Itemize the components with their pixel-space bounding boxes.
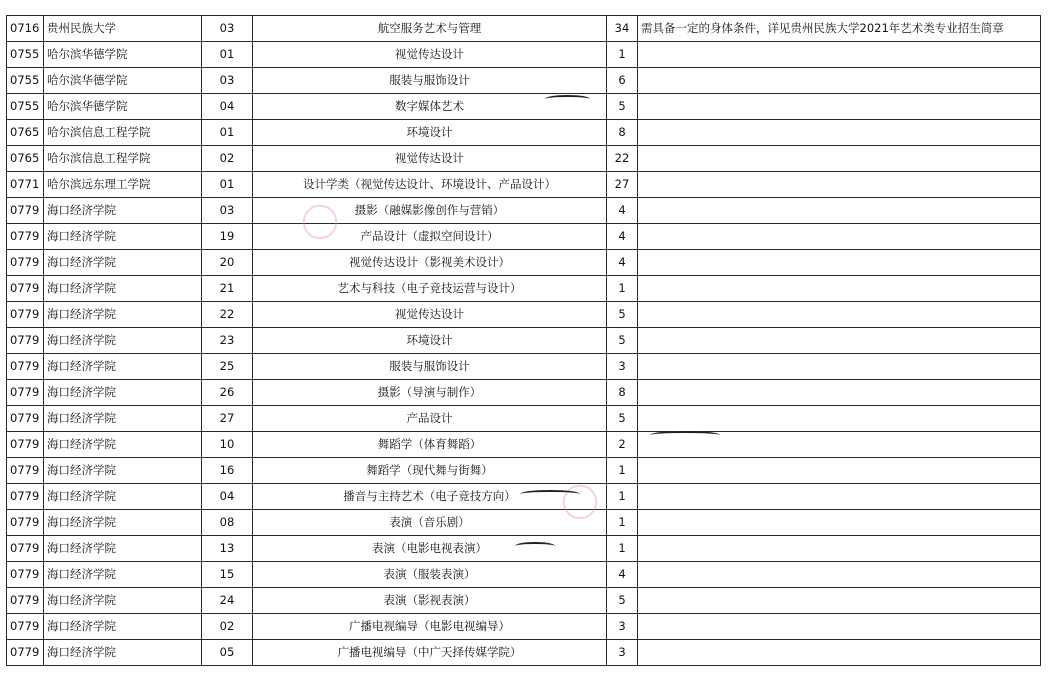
note-cell [638, 640, 1041, 666]
major-name-cell: 摄影（融媒影像创作与营销） [253, 198, 607, 224]
major-name-cell: 艺术与科技（电子竞技运营与设计） [253, 276, 607, 302]
major-name-cell: 舞蹈学（现代舞与街舞） [253, 458, 607, 484]
major-code-cell: 20 [202, 250, 253, 276]
institution-code-cell: 0779 [7, 380, 44, 406]
institution-name-cell: 海口经济学院 [44, 302, 202, 328]
note-cell [638, 120, 1041, 146]
institution-name-cell: 哈尔滨信息工程学院 [44, 120, 202, 146]
institution-code-cell: 0765 [7, 146, 44, 172]
table-row [7, 250, 1041, 276]
plan-count-cell: 4 [607, 198, 638, 224]
table-row [7, 328, 1041, 354]
admission-plan-table [6, 15, 1041, 666]
note-cell [638, 42, 1041, 68]
note-cell [638, 250, 1041, 276]
table-row [7, 406, 1041, 432]
institution-code-cell: 0779 [7, 198, 44, 224]
plan-count-cell: 27 [607, 172, 638, 198]
institution-name-cell: 海口经济学院 [44, 640, 202, 666]
note-cell [638, 172, 1041, 198]
major-code-cell: 03 [202, 68, 253, 94]
note-cell [638, 406, 1041, 432]
plan-count-cell: 2 [607, 432, 638, 458]
plan-count-cell: 5 [607, 328, 638, 354]
major-name-cell: 产品设计（虚拟空间设计） [253, 224, 607, 250]
institution-name-cell: 海口经济学院 [44, 250, 202, 276]
major-code-cell: 01 [202, 42, 253, 68]
table-row [7, 484, 1041, 510]
institution-code-cell: 0779 [7, 588, 44, 614]
major-code-cell: 15 [202, 562, 253, 588]
table-row [7, 146, 1041, 172]
institution-code-cell: 0779 [7, 328, 44, 354]
major-code-cell: 05 [202, 640, 253, 666]
major-name-cell: 视觉传达设计（影视美术设计） [253, 250, 607, 276]
institution-code-cell: 0771 [7, 172, 44, 198]
institution-code-cell: 0779 [7, 510, 44, 536]
institution-name-cell: 海口经济学院 [44, 198, 202, 224]
plan-count-cell: 1 [607, 458, 638, 484]
major-code-cell: 02 [202, 146, 253, 172]
table-row [7, 614, 1041, 640]
plan-count-cell: 5 [607, 302, 638, 328]
institution-name-cell: 海口经济学院 [44, 406, 202, 432]
major-name-cell: 服装与服饰设计 [253, 68, 607, 94]
table-row [7, 432, 1041, 458]
table-body [7, 16, 1041, 666]
major-name-cell: 舞蹈学（体育舞蹈） [253, 432, 607, 458]
plan-count-cell: 3 [607, 614, 638, 640]
plan-count-cell: 4 [607, 250, 638, 276]
plan-count-cell: 8 [607, 380, 638, 406]
watermark: ◯ [292, 193, 346, 247]
institution-code-cell: 0779 [7, 224, 44, 250]
institution-code-cell: 0755 [7, 94, 44, 120]
institution-code-cell: 0755 [7, 68, 44, 94]
admission-plan-sheet [6, 15, 1040, 666]
note-cell [638, 588, 1041, 614]
major-code-cell: 08 [202, 510, 253, 536]
plan-count-cell: 1 [607, 510, 638, 536]
major-name-cell: 表演（影视表演） [253, 588, 607, 614]
plan-count-cell: 22 [607, 146, 638, 172]
institution-code-cell: 0779 [7, 614, 44, 640]
table-row [7, 198, 1041, 224]
major-name-cell: 表演（服装表演） [253, 562, 607, 588]
plan-count-cell: 8 [607, 120, 638, 146]
institution-code-cell: 0755 [7, 42, 44, 68]
major-code-cell: 25 [202, 354, 253, 380]
major-name-cell: 产品设计 [253, 406, 607, 432]
table-row [7, 120, 1041, 146]
major-name-cell: 设计学类（视觉传达设计、环境设计、产品设计） [253, 172, 607, 198]
table-row [7, 172, 1041, 198]
institution-name-cell: 哈尔滨华德学院 [44, 94, 202, 120]
institution-name-cell: 海口经济学院 [44, 328, 202, 354]
major-code-cell: 01 [202, 172, 253, 198]
major-name-cell: 环境设计 [253, 120, 607, 146]
institution-code-cell: 0779 [7, 536, 44, 562]
plan-count-cell: 34 [607, 16, 638, 42]
note-cell [638, 458, 1041, 484]
table-row [7, 94, 1041, 120]
major-code-cell: 27 [202, 406, 253, 432]
note-cell [638, 562, 1041, 588]
institution-name-cell: 海口经济学院 [44, 380, 202, 406]
major-code-cell: 13 [202, 536, 253, 562]
note-cell [638, 302, 1041, 328]
major-code-cell: 03 [202, 16, 253, 42]
plan-count-cell: 3 [607, 354, 638, 380]
plan-count-cell: 6 [607, 68, 638, 94]
major-name-cell: 播音与主持艺术（电子竞技方向） [253, 484, 607, 510]
institution-code-cell: 0779 [7, 562, 44, 588]
note-cell [638, 432, 1041, 458]
note-cell [638, 536, 1041, 562]
institution-code-cell: 0779 [7, 406, 44, 432]
major-name-cell: 表演（电影电视表演） [253, 536, 607, 562]
table-row [7, 68, 1041, 94]
institution-name-cell: 哈尔滨远东理工学院 [44, 172, 202, 198]
institution-code-cell: 0779 [7, 484, 44, 510]
institution-code-cell: 0779 [7, 276, 44, 302]
note-cell [638, 146, 1041, 172]
table-row [7, 588, 1041, 614]
major-name-cell: 广播电视编导（中广天择传媒学院） [253, 640, 607, 666]
plan-count-cell: 4 [607, 562, 638, 588]
major-name-cell: 广播电视编导（电影电视编导） [253, 614, 607, 640]
institution-code-cell: 0779 [7, 458, 44, 484]
table-row [7, 354, 1041, 380]
note-cell [638, 614, 1041, 640]
institution-code-cell: 0765 [7, 120, 44, 146]
plan-count-cell: 5 [607, 406, 638, 432]
major-name-cell: 视觉传达设计 [253, 302, 607, 328]
note-cell: 需具备一定的身体条件，详见贵州民族大学2021年艺术类专业招生简章 [638, 16, 1041, 42]
institution-name-cell: 哈尔滨华德学院 [44, 68, 202, 94]
institution-name-cell: 海口经济学院 [44, 458, 202, 484]
institution-name-cell: 海口经济学院 [44, 354, 202, 380]
note-cell [638, 328, 1041, 354]
major-code-cell: 04 [202, 94, 253, 120]
watermark: ◯ [552, 473, 606, 527]
institution-code-cell: 0779 [7, 302, 44, 328]
major-name-cell: 视觉传达设计 [253, 146, 607, 172]
table-row [7, 224, 1041, 250]
plan-count-cell: 1 [607, 484, 638, 510]
institution-name-cell: 贵州民族大学 [44, 16, 202, 42]
plan-count-cell: 3 [607, 640, 638, 666]
institution-name-cell: 海口经济学院 [44, 224, 202, 250]
note-cell [638, 94, 1041, 120]
major-code-cell: 01 [202, 120, 253, 146]
major-code-cell: 21 [202, 276, 253, 302]
institution-name-cell: 海口经济学院 [44, 588, 202, 614]
major-name-cell: 表演（音乐剧） [253, 510, 607, 536]
major-name-cell: 数字媒体艺术 [253, 94, 607, 120]
institution-name-cell: 海口经济学院 [44, 276, 202, 302]
table-row [7, 16, 1041, 42]
plan-count-cell: 1 [607, 276, 638, 302]
major-code-cell: 26 [202, 380, 253, 406]
plan-count-cell: 5 [607, 588, 638, 614]
major-name-cell: 服装与服饰设计 [253, 354, 607, 380]
table-row [7, 380, 1041, 406]
table-row [7, 562, 1041, 588]
institution-code-cell: 0779 [7, 250, 44, 276]
note-cell [638, 224, 1041, 250]
table-row [7, 640, 1041, 666]
major-name-cell: 视觉传达设计 [253, 42, 607, 68]
institution-name-cell: 哈尔滨华德学院 [44, 42, 202, 68]
table-row [7, 536, 1041, 562]
note-cell [638, 380, 1041, 406]
institution-name-cell: 海口经济学院 [44, 536, 202, 562]
major-name-cell: 航空服务艺术与管理 [253, 16, 607, 42]
note-cell [638, 276, 1041, 302]
table-row [7, 276, 1041, 302]
note-cell [638, 354, 1041, 380]
plan-count-cell: 4 [607, 224, 638, 250]
plan-count-cell: 5 [607, 94, 638, 120]
institution-code-cell: 0779 [7, 354, 44, 380]
major-name-cell: 摄影（导演与制作） [253, 380, 607, 406]
major-code-cell: 03 [202, 198, 253, 224]
major-name-cell: 环境设计 [253, 328, 607, 354]
note-cell [638, 484, 1041, 510]
plan-count-cell: 1 [607, 536, 638, 562]
institution-name-cell: 海口经济学院 [44, 484, 202, 510]
institution-code-cell: 0716 [7, 16, 44, 42]
institution-name-cell: 海口经济学院 [44, 432, 202, 458]
major-code-cell: 02 [202, 614, 253, 640]
institution-code-cell: 0779 [7, 432, 44, 458]
major-code-cell: 10 [202, 432, 253, 458]
institution-name-cell: 海口经济学院 [44, 562, 202, 588]
major-code-cell: 24 [202, 588, 253, 614]
table-row [7, 458, 1041, 484]
table-row [7, 302, 1041, 328]
note-cell [638, 68, 1041, 94]
major-code-cell: 23 [202, 328, 253, 354]
note-cell [638, 198, 1041, 224]
major-code-cell: 04 [202, 484, 253, 510]
institution-name-cell: 海口经济学院 [44, 510, 202, 536]
plan-count-cell: 1 [607, 42, 638, 68]
note-cell [638, 510, 1041, 536]
institution-code-cell: 0779 [7, 640, 44, 666]
table-row [7, 510, 1041, 536]
institution-name-cell: 海口经济学院 [44, 614, 202, 640]
major-code-cell: 19 [202, 224, 253, 250]
table-row [7, 42, 1041, 68]
major-code-cell: 16 [202, 458, 253, 484]
institution-name-cell: 哈尔滨信息工程学院 [44, 146, 202, 172]
major-code-cell: 22 [202, 302, 253, 328]
